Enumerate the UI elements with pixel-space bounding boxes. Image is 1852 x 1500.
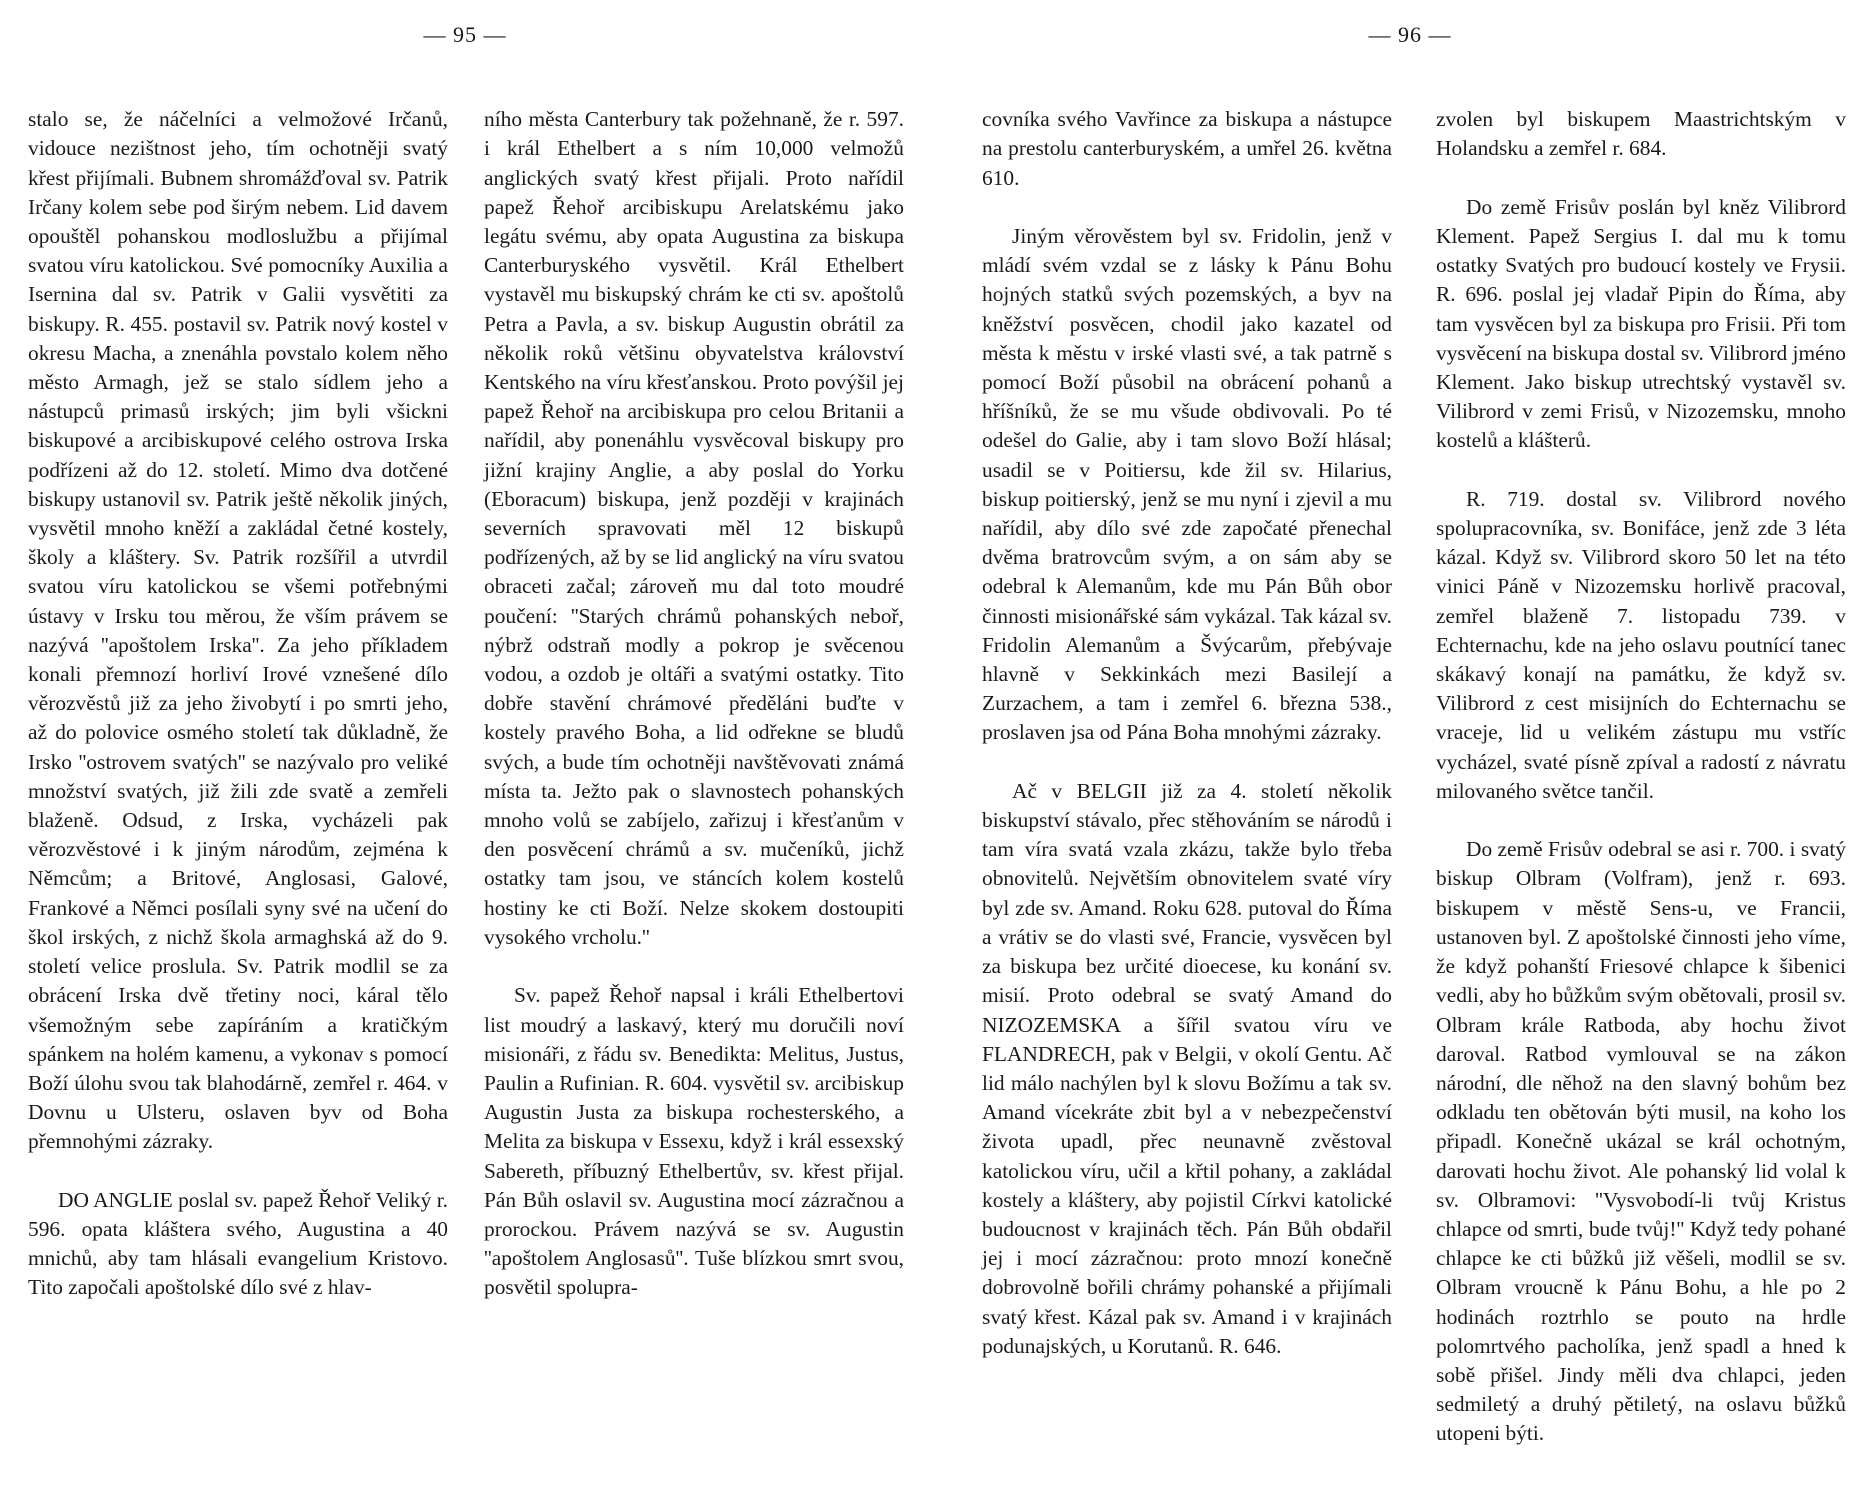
paragraph: DO ANGLIE poslal sv. papež Řehoř Veliký r. 596. opata kláštera svého, Augustina a 40 mnichů, aby tam hlásali evangelium Kristovo. Tito započali apoštolské dílo své z hlav- xyxy=(28,1187,448,1300)
paragraph: stalo se, že náčelníci a velmožové Irčanů, vidouce nezištnost jeho, tím ochotněji svatý křest přijímali. Bubnem shromážďoval sv. Patrik Irčany kolem sebe pod širým nebem. Lid davem opouštěl pohanskou modloslužbu a přijímal svatou víru katolickou. Své pomocníky Auxilia a Isernina dal sv. Patrik v Galii vysvětiti za biskupy. R. 455. postavil sv. Patrik nový kostel v okresu Macha, a znenáhla povstalo kolem něho město Armagh, jež se stalo sídlem jeho a nástupců primasů irských; jim byli všickni biskupové a arcibiskupové celého ostrova Irska podřízeni až do 12. století. Mimo dva dotčené biskupy ustanovil sv. Patrik ještě několik jiných, vysvětil mnoho kněží a zakládal četné kostely, školy a kláštery. Sv. Patrik rozšířil a utvrdil svatou víru katolickou se všemi potřebnými ústavy v Irsku tou měrou, že vším právem se nazývá ''apoštolem Irska''. Za jeho příkladem konali přemnozí horliví Irové vznešené dílo věrozvěstů již za jeho živobytí i po smrti jeho, až do polovice osmého století tak důkladně, že Irsko ''ostrovem svatých'' se nazývalo pro veliké množství svatých, již žili zde svatě a zemřeli blaženě. Odsud, z Irska, vycházeli pak věrozvěstové i k jiným národům, zejména k Němcům; a Britové, Anglosasi, Galové, Frankové a Němci posílali syny své na učení do škol irských, z nichž škola armaghská až do 9. století velice proslula. Sv. Patrik modlil se za obrácení Irska dvě třetiny noci, káral tělo všemožným sebe zapíráním a kratičkým spánkem na holém kamenu, a vykonav s pomocí Boží úlohu svou tak blahodárně, zemřel r. 464. v Dovnu u Ulsteru, oslaven byv od Boha přemnohými zázraky. xyxy=(28,107,448,1154)
paragraph: Do země Frisův poslán byl kněz Vilibrord Klement. Papež Sergius I. dal mu k tomu ostatky Svatých pro budoucí kostely ve Frysii. R. 696. poslal jej vladař Pipin do Říma, aby tam vysvěcen byl za biskupa pro Frisii. Při tom vysvěcení na biskupa dostal sv. Vilibrord jméno Klement. Jako biskup utrechtský vystavěl sv. Vilibrord v zemi Frisů, v Nizozemsku, mnoho kostelů a klášterů. xyxy=(1436,194,1846,453)
paragraph: Ač v BELGII již za 4. století několik biskupství stávalo, přec stěhováním se národů i tam víra svatá vzala zkázu, takže bylo třeba obnovitelů. Největším obnovitelem svaté víry byl zde sv. Amand. Roku 628. putoval do Říma a vrátiv se do vlasti své, Francie, vysvěcen byl za biskupa bez určité dioecese, ku konání sv. misií. Proto odebral se svatý Amand do NIZOZEMSKA a šířil svatou víru ve FLANDRECH, pak v Belgii, v okolí Gentu. Ač lid málo nachýlen byl k slovu Božímu a tak sv. Amand vícekráte zbit byl a v nebezpečenství života upadl, přec neunavně zvěstoval katolickou víru, učil a křtil pohany, a zakládal kostely a kláštery, aby pojistil Církvi katolické budoucnost v krajinách těch. Pán Bůh obdařil jej i mocí zázračnou: proto mnozí konečně dobrovolně bořili chrámy pohanské a přijímali svatý křest. Kázal pak sv. Amand i v krajinách podunajských, u Korutanů. R. 646. xyxy=(982,778,1392,1358)
paragraph: zvolen byl biskupem Maastrichtským v Holandsku a zemřel r. 684. xyxy=(1436,107,1846,161)
text-column-right xyxy=(1436,76,1846,1478)
page-number: — 96 — xyxy=(1368,22,1452,47)
page-96 xyxy=(968,0,1852,1500)
paragraph: Jiným věrověstem byl sv. Fridolin, jenž v mládí svém vzdal se z lásky k Pánu Bohu hojných statků svých pozemských, a byv na kněžství posvěcen, chodil jako kazatel od města k městu v irské vlasti své, a tak patrně s pomocí Boží působil na obrácení pohanů a hříšníků, že se mu všude obdivovali. Po té odešel do Galie, aby i tam slovo Boží hlásal; usadil se v Poitiersu, kde žil sv. Hilarius, biskup poitierský, jenž se mu nyní i zjevil a mu nařídil, aby dílo své zde započaté přenechal dvěma bratrovcům svým, a on sám aby se odebral k Alemanům, kde mu Pán Bůh obor činnosti misionářské sám vykázal. Tak kázal sv. Fridolin Alemanům a Švýcarům, přebývaje hlavně v Sekkinkách mezi Basilejí a Zurzachem, a tam i zemřel 6. března 538., proslaven jsa od Pána Boha mnohými zázraky. xyxy=(982,224,1392,745)
paragraph: Do země Frisův odebral se asi r. 700. i svatý biskup Olbram (Volfram), jenž r. 693. biskupem v městě Sens-u, ve Francii, ustanoven byl. Z apoštolské činnosti jeho víme, že když pohanští Friesové chlapce k šibenici vedli, aby ho bůžkům svým obětovali, prosil sv. Olbram krále Ratboda, aby hochu život daroval. Ratbod vymlouval se na zákon národní, dle něhož na den slavný bohům bez odkladu ten obětován býti musil, na koho los připadl. Konečně ukázal se král ochotným, darovati hochu život. Ale pohanský lid volal k sv. Olbramovi: ''Vysvobodí-li tvůj Kristus chlapce od smrti, bude tvůj!'' Když tedy pohané chlapce ke cti bůžků již věšeli, modlil se sv. Olbram vroucně k Pánu Bohu, a hle po 2 hodinách roztrhlo se pouto na hrdle polomrtvého pacholíka, jenž spadl a hned k sobě přišel. Jindy měli dva chlapci, jeden sedmiletý a druhý pětiletý, na oslavu bůžků utopeni býti. xyxy=(1436,837,1846,1446)
text-column-left xyxy=(28,76,448,1332)
text-column-right xyxy=(484,76,904,1332)
paragraph: ního města Canterbury tak požehnaně, že r. 597. i král Ethelbert a s ním 10,000 velmožů anglických svatý křest přijali. Proto nařídil papež Řehoř arcibiskupu Arelatskému jako legátu svému, aby opata Augustina za biskupa Canterburyského vysvětil. Král Ethelbert vystavěl mu biskupský chrám ke cti sv. apoštolů Petra a Pavla, a sv. biskup Augustin obrátil za několik roků většinu obyvatelstva království Kentského na víru křesťanskou. Proto povýšil jej papež Řehoř na arcibiskupa pro celou Britanii a nařídil, aby ponenáhlu vysvěcoval biskupy pro jižní krajiny Anglie, a aby poslal do Yorku (Eboracum) biskupa, jenž později v krajinách severních spravovati měl 12 biskupů podřízených, až by se lid anglický na víru svatou obraceti začal; zároveň mu dal toto moudré poučení: ''Starých chrámů pohanských neboř, nýbrž odstraň modly a pokrop je svěcenou vodou, a ozdob je oltáři a svatými ostatky. Tito dobře stavění chrámové předěláni buďte v kostely pravého Boha, a lid odřekne se bludů svých, a bude tím ochotněji navštěvovati známá místa ta. Ježto pak o slavnostech pohanských mnoho volů se zabíjelo, zařizuj i křesťanům v den posvěcení chrámů a sv. mučeníků, jichž ostatky tam jsou, ve stáncích kolem kostelů hostiny ke cti Boží. Nelze skokem dostoupiti vysokého vrcholu.'' xyxy=(484,107,904,949)
paragraph: covníka svého Vavřince za biskupa a nástupce na prestolu canterburyském, a umřel 26. května 610. xyxy=(982,107,1392,190)
paragraph: R. 719. dostal sv. Vilibrord nového spolupracovníka, sv. Bonifáce, jenž zde 3 léta kázal. Když sv. Vilibrord skoro 50 let na této vinici Páně v Nizozemsku horlivě pracoval, zemřel blaženě 7. listopadu 739. v Echternachu, kde na jeho oslavu poutnící tanec skákavý konají na památku, že když sv. Vilibrord z cest misijních do Echternachu se vraceje, lid u velikém zástupu mu vstříc vycházel, svaté písně zpíval a radostí z návratu milovaného světce tančil. xyxy=(1436,486,1846,803)
paragraph: Sv. papež Řehoř napsal i králi Ethelbertovi list moudrý a laskavý, který mu doručili noví misionáři, z řádu sv. Benedikta: Melitus, Justus, Paulin a Rufinian. R. 604. vysvětil sv. arcibiskup Augustin Justa za biskupa rochesterského, a Melita za biskupa v Essexu, když i král essexský Sabereth, příbuzný Ethelbertův, sv. křest přijal. Pán Bůh oslavil sv. Augustina mocí zázračnou a prorockou. Právem nazývá se sv. Augustin ''apoštolem Anglosasů''. Tuše blízkou smrt svou, posvětil spolupra- xyxy=(484,983,904,1300)
page-number: — 95 — xyxy=(423,22,507,47)
text-column-left xyxy=(982,76,1392,1390)
